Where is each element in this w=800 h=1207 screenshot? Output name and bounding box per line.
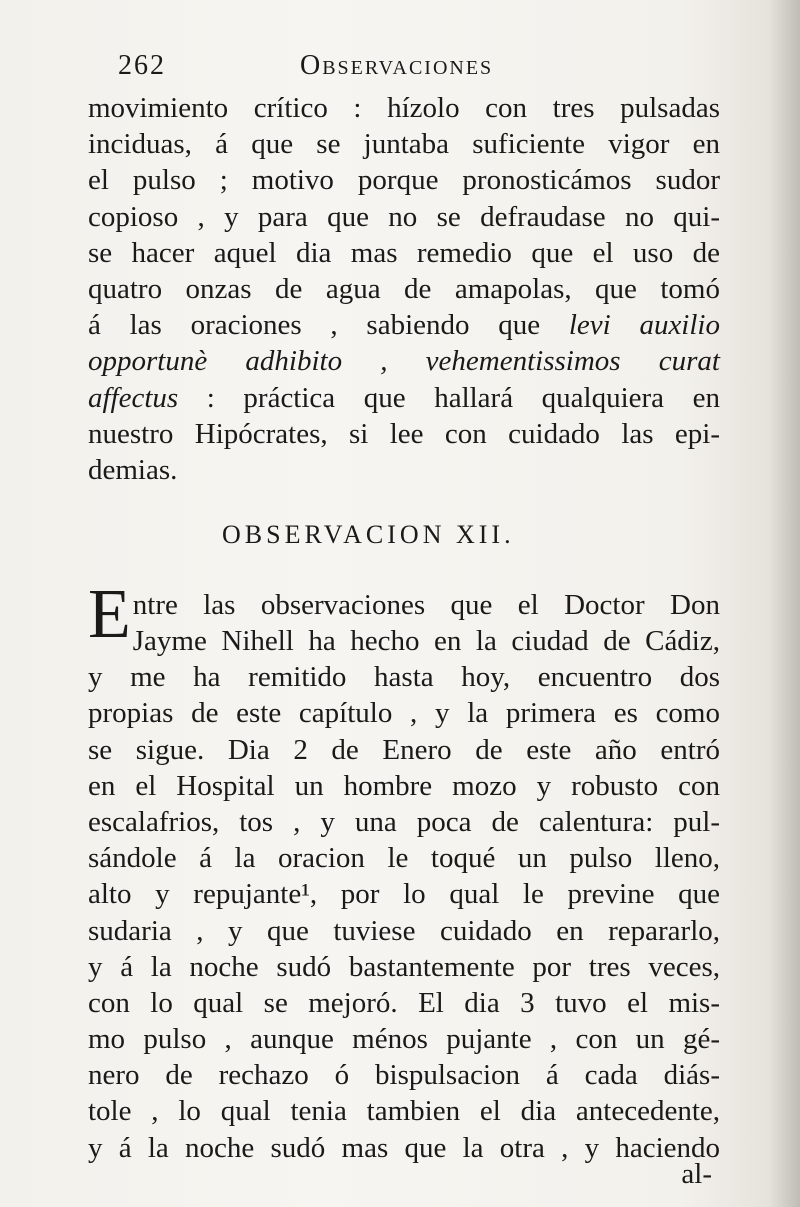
text-line: tole , lo qual tenia tambien el dia antecedente, [88,1095,720,1128]
text-line: con lo qual se mejoró. El dia 3 tuvo el mis- [88,986,720,1019]
observation-paragraph [88,576,720,1166]
text-line: el pulso ; motivo porque pronosticámos sudor [88,164,720,197]
text-segment: ntre las observaciones que el Doctor Don [132,589,720,621]
text-line: demias. [88,453,178,486]
latin-quote: levi auxilio [568,309,720,342]
text-line: mo pulso , aunque ménos pujante , con un gé- [88,1023,720,1056]
text-line: sudaria , y que tuviese cuidado en repararlo, [88,914,720,947]
text-line: quatro onzas de agua de amapolas, que tomó [88,272,720,305]
text-line [88,380,720,416]
text-line: propias de este capítulo , y la primera es como [88,697,720,730]
text-line: sándole á la oracion le toqué un pulso lleno, [88,842,720,875]
drop-cap: E [88,576,131,653]
text-line [88,307,720,343]
text-line: copioso , y para que no se defraudase no qui- [88,200,720,233]
paragraph-continuation [88,90,720,488]
text-line: y á la noche sudó mas que la otra , y haciendo [88,1131,720,1164]
text-line: en el Hospital un hombre mozo y robusto con [88,769,720,802]
text-segment: á las oraciones , sabiendo que [88,309,569,342]
text-segment: : práctica que hallará qualquiera en [178,381,720,414]
text-line: movimiento crítico : hízolo con tres pulsadas [88,92,720,124]
text-line: inciduas, á que se juntaba suficiente vigor en [88,128,720,161]
page-header [118,50,618,90]
section-title: OBSERVACION XII. [222,520,515,549]
latin-quote: affectus [88,381,179,414]
text-line: alto y repujante¹, por lo qual le previne que [88,878,720,911]
text-line: se hacer aquel dia mas remedio que el uso de [88,236,720,269]
text-line: opportunè adhibito , vehementissimos curat [88,345,720,378]
text-line: Jayme Nihell ha hecho en la ciudad de Cádiz, [132,625,720,657]
text-line: y á la noche sudó bastantemente por tres veces, [88,950,720,983]
page-number: 262 [118,50,166,81]
text-line: nero de rechazo ó bispulsacion á cada diás- [88,1059,720,1092]
text-line: y me ha remitido hasta hoy, encuentro dos [88,661,720,694]
text-line: nuestro Hipócrates, si lee con cuidado las epi- [88,417,720,450]
text-line: se sigue. Dia 2 de Enero de este año entró [88,733,720,766]
running-head: Observaciones [300,50,494,81]
text-line: escalafrios, tos , y una poca de calentura: pul- [88,805,720,838]
catchword: al- [681,1158,712,1190]
